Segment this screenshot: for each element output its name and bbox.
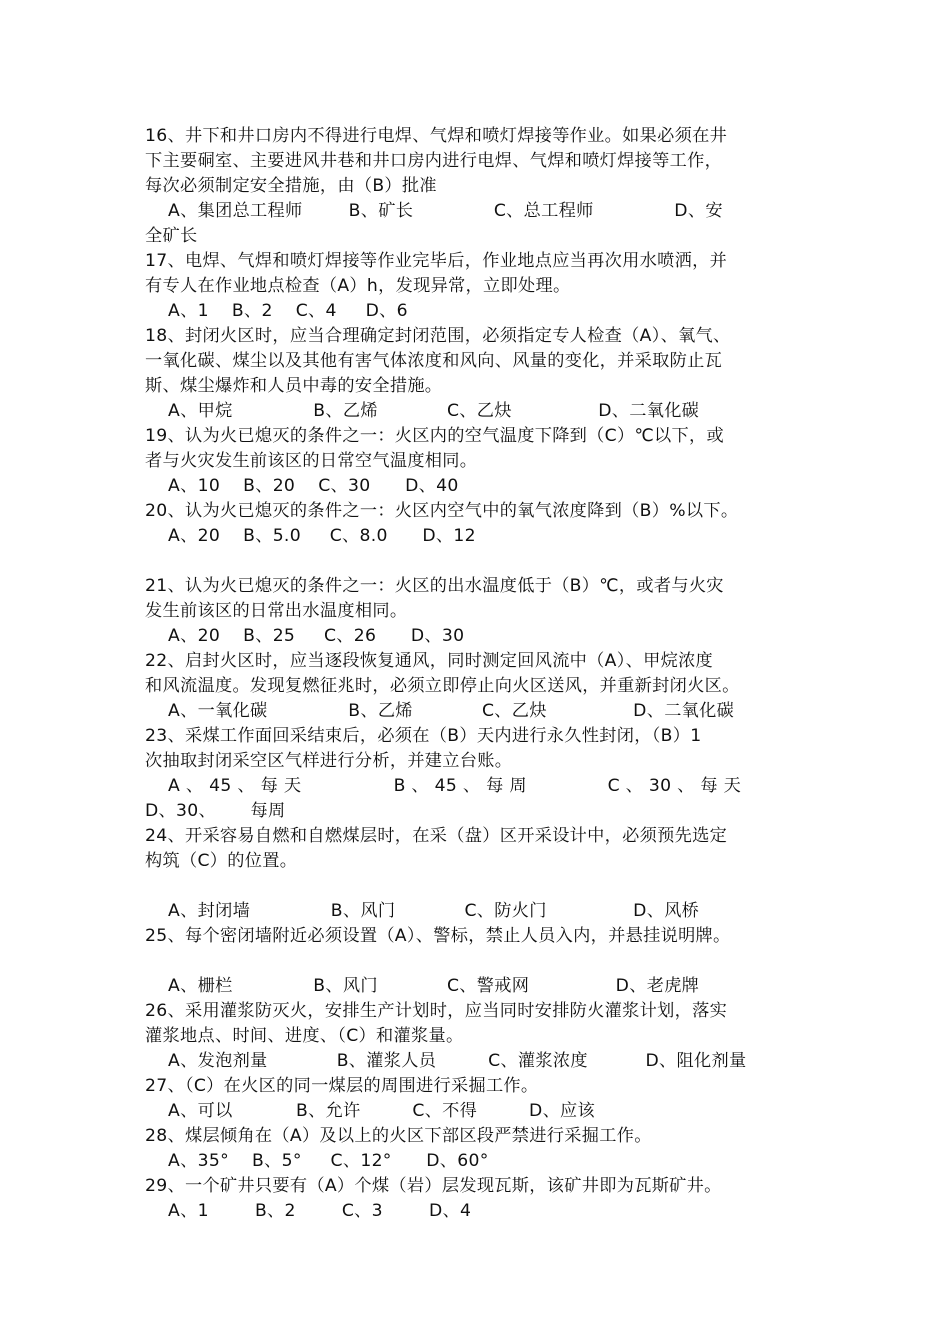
text-line: 29、一个矿井只要有（A）个煤（岩）层发现瓦斯，该矿井即为瓦斯矿井。 (145, 1176, 722, 1196)
answer-options: A、1 B、2 C、4 D、6 (145, 301, 408, 321)
text-line: 21、认为火已熄灭的条件之一：火区的出水温度低于（B）℃，或者与火灾 (145, 576, 724, 596)
answer-options: A、1 B、2 C、3 D、4 (145, 1201, 472, 1221)
answer-options: A、35° B、5° C、12° D、60° (145, 1151, 489, 1171)
text-line: 20、认为火已熄灭的条件之一：火区内空气中的氧气浓度降到（B）%以下。 (145, 501, 739, 521)
answer-options: A、集团总工程师 B、矿长 C、总工程师 D、安 (145, 201, 723, 221)
text-line: 斯、煤尘爆炸和人员中毒的安全措施。 (145, 376, 443, 396)
answer-options: A、可以 B、允许 C、不得 D、应该 (145, 1101, 596, 1121)
text-line: 全矿长 (145, 226, 198, 246)
answer-options: A、栅栏 B、风门 C、警戒网 D、老虎牌 (145, 976, 700, 996)
answer-options: A、一氧化碳 B、乙烯 C、乙炔 D、二氧化碳 (145, 701, 735, 721)
text-line: 灌浆地点、时间、进度、（C）和灌浆量。 (145, 1026, 464, 1046)
text-line: 每次必须制定安全措施，由（B）批准 (145, 176, 437, 196)
text-line: 25、每个密闭墙附近必须设置（A）、警标，禁止人员入内，并悬挂说明牌。 (145, 926, 731, 946)
answer-options: A 、 45 、 每 天 B 、 45 、 每 周 C 、 30 、 每 天 (145, 776, 742, 796)
answer-options: A、20 B、25 C、26 D、30 (145, 626, 465, 646)
text-line: 有专人在作业地点检查（A）h，发现异常，立即处理。 (145, 276, 571, 296)
text-line: 和风流温度。发现复燃征兆时，必须立即停止向火区送风，并重新封闭火区。 (145, 676, 740, 696)
text-line: 23、采煤工作面回采结束后，必须在（B）天内进行永久性封闭，（B）1 (145, 726, 702, 746)
text-line: 次抽取封闭采空区气样进行分析，并建立台账。 (145, 751, 513, 771)
answer-options: A、封闭墙 B、风门 C、防火门 D、风桥 (145, 901, 700, 921)
text-line: 26、采用灌浆防灭火，安排生产计划时，应当同时安排防火灌浆计划，落实 (145, 1001, 728, 1021)
answer-options: A、20 B、5.0 C、8.0 D、12 (145, 526, 476, 546)
text-line: 28、煤层倾角在（A）及以上的火区下部区段严禁进行采掘工作。 (145, 1126, 652, 1146)
text-line: 24、开采容易自燃和自燃煤层时，在采（盘）区开采设计中，必须预先选定 (145, 826, 728, 846)
text-line: 27、（C）在火区的同一煤层的周围进行采掘工作。 (145, 1076, 539, 1096)
text-line: 18、封闭火区时，应当合理确定封闭范围，必须指定专人检查（A）、氧气、 (145, 326, 731, 346)
text-line: 构筑（C）的位置。 (145, 851, 298, 871)
text-line: 16、井下和井口房内不得进行电焊、气焊和喷灯焊接等作业。如果必须在井 (145, 126, 728, 146)
answer-options: A、10 B、20 C、30 D、40 (145, 476, 459, 496)
text-line: 19、认为火已熄灭的条件之一：火区内的空气温度下降到（C）℃以下，或 (145, 426, 725, 446)
text-line: 17、电焊、气焊和喷灯焊接等作业完毕后，作业地点应当再次用水喷洒，并 (145, 251, 728, 271)
text-line: 一氧化碳、煤尘以及其他有害气体浓度和风向、风量的变化，并采取防止瓦 (145, 351, 723, 371)
text-line: 发生前该区的日常出水温度相同。 (145, 601, 408, 621)
text-line: 者与火灾发生前该区的日常空气温度相同。 (145, 451, 478, 471)
text-line: 下主要硐室、主要进风井巷和井口房内进行电焊、气焊和喷灯焊接等工作， (145, 151, 723, 171)
answer-options: A、发泡剂量 B、灌浆人员 C、灌浆浓度 D、阻化剂量 (145, 1051, 747, 1071)
answer-options: D、30、 每周 (145, 801, 286, 821)
answer-options: A、甲烷 B、乙烯 C、乙炔 D、二氧化碳 (145, 401, 700, 421)
text-line: 22、启封火区时，应当逐段恢复通风，同时测定回风流中（A）、甲烷浓度 (145, 651, 714, 671)
